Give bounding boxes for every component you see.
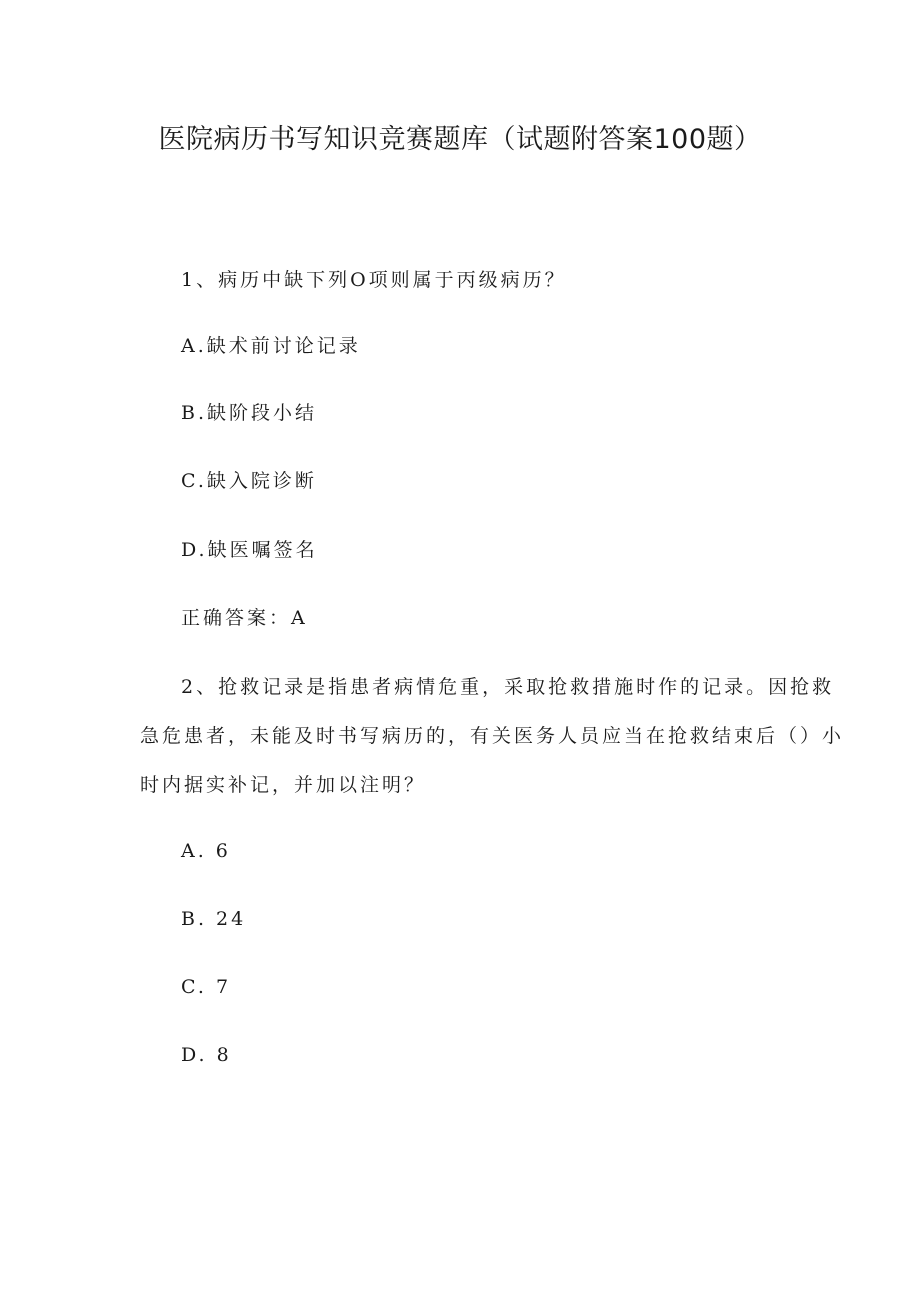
question-1-answer: 正确答案：A <box>181 607 308 629</box>
question-2-text-line-3: 时内据实补记，并加以注明？ <box>140 774 427 796</box>
question-2-option-c: C. 7 <box>181 976 232 998</box>
question-2-option-d: D. 8 <box>181 1044 232 1066</box>
question-1-option-c: C.缺入院诊断 <box>181 470 317 492</box>
question-2-option-a: A. 6 <box>181 840 231 862</box>
question-2-option-b: B. 24 <box>181 908 247 930</box>
document-title: 医院病历书写知识竞赛题库（试题附答案100题） <box>158 124 762 155</box>
question-1-text: 1、病历中缺下列O项则属于丙级病历？ <box>181 269 567 291</box>
question-1-option-b: B.缺阶段小结 <box>181 402 318 424</box>
question-2-text-line-1: 2、抢救记录是指患者病情危重，采取抢救措施时作的记录。因抢救 <box>181 676 835 698</box>
question-1-option-d: D.缺医嘱签名 <box>181 539 318 561</box>
question-2-text-line-2: 急危患者，未能及时书写病历的，有关医务人员应当在抢救结束后（）小 <box>140 725 845 747</box>
question-1-option-a: A.缺术前讨论记录 <box>181 335 361 357</box>
